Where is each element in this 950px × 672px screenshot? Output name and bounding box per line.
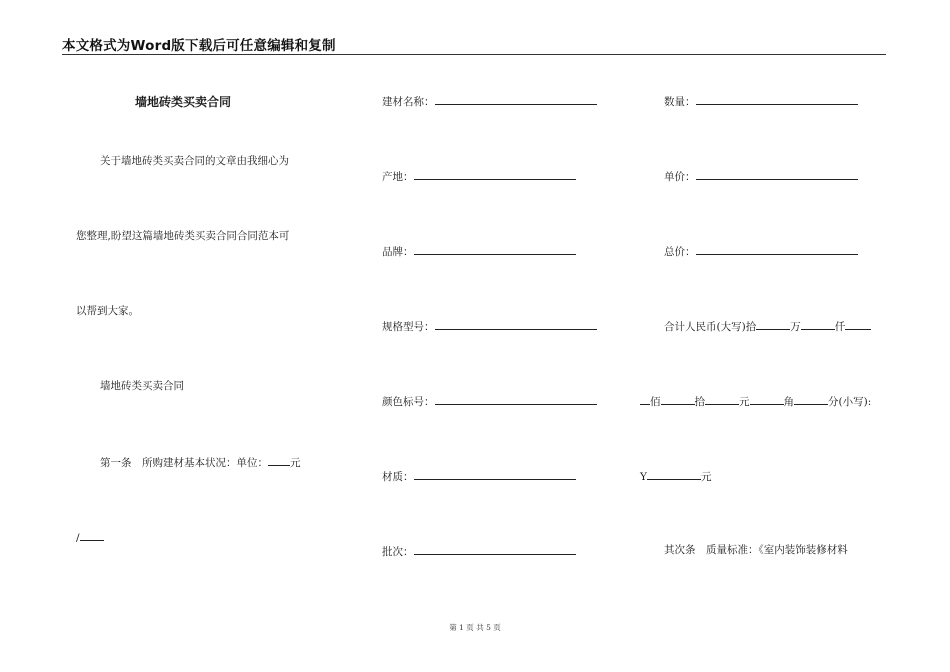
wan-blank: [801, 318, 835, 330]
spec-model-label: 规格型号：: [382, 321, 435, 333]
bai-label: 佰: [650, 396, 661, 408]
unit-continuation-line: [76, 529, 104, 545]
fen-label: 分(小写):: [828, 396, 872, 408]
field-quantity: [664, 93, 858, 109]
yuan-label: 元: [290, 457, 301, 469]
qian-blank: [845, 318, 871, 330]
total-price-label: 总价：: [664, 246, 696, 258]
jiao-label: 角: [783, 396, 794, 408]
rmb-lowercase-line: [640, 468, 711, 484]
batch-blank: [414, 543, 576, 555]
jiao-blank: [794, 393, 828, 405]
field-color-code: [382, 393, 597, 409]
material-name-label: 建材名称：: [382, 96, 435, 108]
header-text: 本文格式为Word版下载后可任意编辑和复制: [62, 38, 336, 54]
quantity-blank: [696, 93, 858, 105]
shi-label: 拾: [694, 396, 705, 408]
paragraph-intro-2: 您整理,盼望这篇墙地砖类买卖合同合同范本可: [76, 230, 290, 242]
paragraph-intro-1: 关于墙地砖类买卖合同的文章由我细心为: [100, 155, 289, 167]
unit-price-blank: [696, 168, 858, 180]
article-one-text: 第一条 所购建材基本状况：单位：: [100, 457, 268, 469]
yen-sign: Y: [640, 471, 647, 483]
origin-label: 产地：: [382, 171, 414, 183]
rmb-amount-line: [640, 393, 871, 409]
batch-label: 批次：: [382, 546, 414, 558]
rmb-shi-label: 合计人民币(大写)拾: [664, 321, 757, 333]
field-spec-model: [382, 318, 597, 334]
document-header: [62, 34, 886, 55]
rmb-uppercase-line: [664, 318, 871, 334]
section-heading: 墙地砖类买卖合同: [100, 380, 184, 392]
page-number: 第 1 页 共 5 页: [449, 623, 501, 632]
unit-blank: [268, 454, 290, 466]
field-brand: [382, 243, 576, 259]
unit-blank-2: [80, 529, 104, 541]
article-one-line: [100, 454, 301, 470]
field-unit-price: [664, 168, 858, 184]
origin-blank: [414, 168, 576, 180]
field-batch: [382, 543, 576, 559]
quantity-label: 数量：: [664, 96, 696, 108]
field-material-name: [382, 93, 597, 109]
document-title: 墙地砖类买卖合同: [135, 95, 232, 109]
material-name-blank: [435, 93, 597, 105]
qian-label: 仟: [834, 321, 846, 333]
yuan-blank: [750, 393, 784, 405]
paragraph-intro-3: 以帮到大家。: [76, 305, 139, 317]
field-material: [382, 468, 576, 484]
shi-blank-2: [705, 393, 739, 405]
total-price-blank: [696, 243, 858, 255]
article-two-line: 其次条 质量标准：《室内装饰装修材料: [664, 544, 848, 556]
field-total-price: [664, 243, 858, 259]
bai-blank: [661, 393, 695, 405]
slash-text: /: [76, 532, 80, 544]
material-label: 材质：: [382, 471, 414, 483]
color-code-blank: [435, 393, 597, 405]
material-blank: [414, 468, 576, 480]
field-origin: [382, 168, 576, 184]
color-code-label: 颜色标号：: [382, 396, 435, 408]
unit-price-label: 单价：: [664, 171, 696, 183]
lowercase-amount-blank: [647, 468, 701, 480]
brand-blank: [414, 243, 576, 255]
shi-blank: [756, 318, 790, 330]
bai-pre-blank: [640, 393, 650, 405]
brand-label: 品牌：: [382, 246, 414, 258]
wan-label: 万: [790, 321, 801, 333]
spec-model-blank: [435, 318, 597, 330]
yuan-label-2: 元: [739, 396, 750, 408]
yuan-label-3: 元: [700, 471, 712, 483]
